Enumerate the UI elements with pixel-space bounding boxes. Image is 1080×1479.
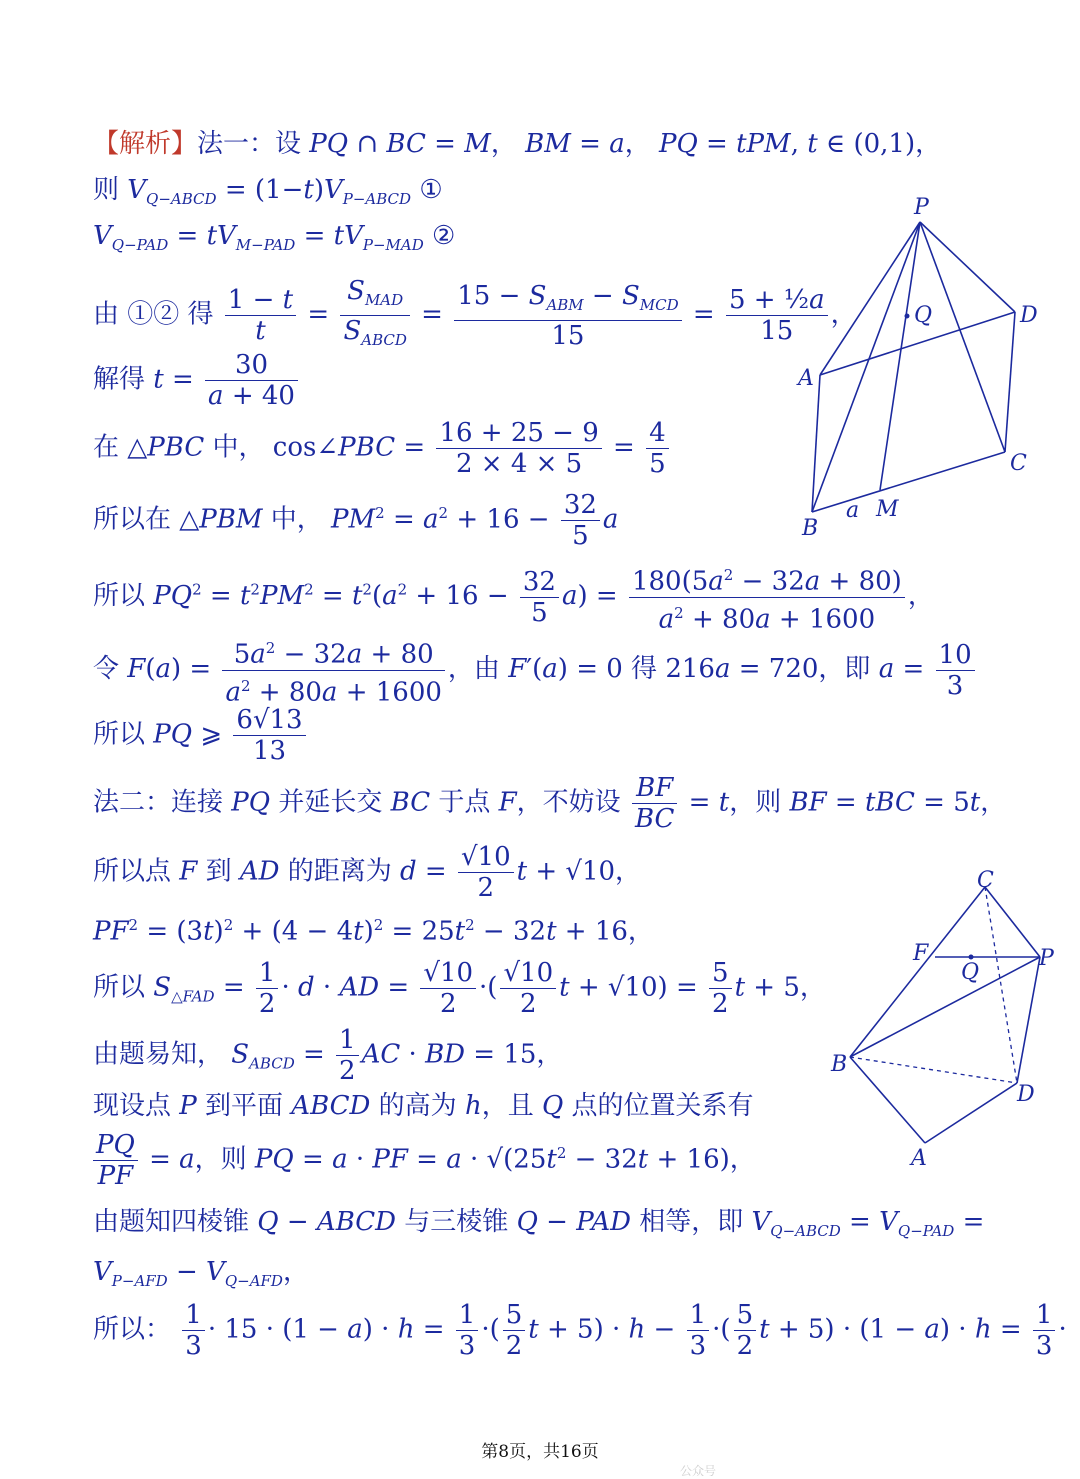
solution-line-1	[93, 124, 941, 164]
fig1-label-p: P	[914, 195, 929, 220]
watermark: 公众号	[680, 1464, 717, 1478]
solution-line-18: 由题知四棱锥 Q − ABCD 与三棱锥 Q − PAD 相等，即 $V_{Q-ABCD} = V_{Q-PAD}$ =	[93, 1207, 985, 1241]
figure-pyramid-1	[790, 190, 1060, 550]
fig2-label-d: D	[1017, 1082, 1035, 1107]
fig2-label-b: B	[831, 1052, 848, 1077]
solution-line-3: $V_{Q-PAD} = tV_{M-PAD} = tV_{P-MAD}$ ②	[93, 221, 456, 255]
solution-line-10: 所以 PQ ⩾ $\frac{6√13}{13}$	[93, 705, 309, 766]
solution-line-9: 令 F(a) = $\frac{5a^2 - 32a + 80}{a^2 + 80a + 1600}$ ，由 F′(a) = 0 得 216a = 720，即 a = $\frac{10}{3}$	[93, 633, 978, 707]
solution-line-12: 所以点 F 到 AD 的距离为 d = $\frac{√10}{2}$ t + √10，	[93, 842, 642, 903]
fig1-label-c: C	[1010, 451, 1027, 476]
analysis-tag: 【解析】	[93, 129, 198, 159]
solution-line-16: 现设点 P 到平面 ABCD 的高为 h，且 Q 点的位置关系有	[93, 1091, 754, 1121]
fig2-label-f: F	[913, 941, 929, 966]
fig1-label-m: M	[876, 497, 899, 522]
solution-line-6: 在 △PBC 中， cos∠PBC = $\frac{16 + 25 - 9}{2 \times 4 \times 5}$ = $\frac{4}{5}$	[93, 418, 672, 479]
fig1-label-d: D	[1020, 303, 1038, 328]
fig2-label-a: A	[911, 1146, 927, 1171]
fig1-label-b: B	[802, 516, 819, 541]
method-one-text: 法一：设 PQ ∩ BC = M， BM = a， PQ = tPM, t ∈ (0,1)，	[197, 129, 942, 159]
fig1-label-q: Q	[914, 303, 933, 328]
fig2-label-p: P	[1039, 946, 1054, 971]
solution-line-13: $PF^2 = (3t)^2 + (4 - 4t)^2 = 25t^2 - 32t + 16$，	[93, 916, 654, 947]
solution-line-7: 所以在 △PBM 中， $PM^2 = a^2 + 16$ − $\frac{32}{5}$ a	[93, 490, 619, 551]
figure-pyramid-2	[825, 865, 1065, 1175]
fig2-label-q: Q	[961, 960, 980, 985]
fig2-label-c: C	[977, 868, 994, 893]
solution-line-4: 由 ①② 得 $\frac{1 - t}{t}$ = $S_{MAD}$ $S_{ABCD}$ = $15 - S_{ABM} - S_{MCD}$ 15 = $\frac{\text{5 + ½a}}{15}$ ，	[93, 276, 857, 351]
solution-line-15: 由题易知， $S_{ABCD}$ = $\frac{1}{2}$ AC · BD = 15，	[93, 1025, 563, 1086]
fig1-label-a: A	[798, 366, 814, 391]
solution-line-5: 解得 t = $\frac{30}{a + 40}$	[93, 350, 301, 411]
solution-line-19: $V_{P-AFD} - V_{Q-AFD}$，	[93, 1257, 309, 1291]
solution-line-14: 所以 $S_{\triangle FAD}$ = $\frac{1}{2}$ · d · AD = $\frac{√10}{2}$ ·( $\frac{√10}{2}$ t + √10) = $\frac{5}{2}$ t + 5，	[93, 958, 826, 1019]
page-footer: 第8页，共16页	[481, 1442, 599, 1462]
solution-line-11: 法二：连接 PQ 并延长交 BC 于点 F，不妨设 $\frac{BF}{BC}$ = t，则 BF = tBC = 5t，	[93, 773, 1007, 834]
solution-line-2: 则 $V_{Q-ABCD} = (1-t)V_{P-ABCD}$ ①	[93, 175, 443, 209]
solution-line-20: 所以： $\frac{1}{3}$ · 15 · (1 − a) · h = $\frac{1}{3}$ ·( $\frac{5}{2}$ t + 5) · h − $\frac{1}{3}$ ·( $\frac{5}{2}$ t + 5) · (1 − a) · h = $\frac{1}{3}$ ·	[93, 1300, 1067, 1361]
solution-line-8: 所以 $PQ^2 = t^2PM^2 = t^2(a^2 + 16$ − $\frac{32}{5}$ a) = $\frac{180(5a^2 - 32a + 80)}{a^2 + 80a + 1600}$ ，	[93, 560, 934, 634]
fig1-label-a-lower: a	[846, 498, 860, 523]
solution-line-17: $\frac{PQ}{PF}$ = a，则 PQ = a · PF = $a \cdot √(25t^2 - 32t + 16)$，	[93, 1130, 756, 1191]
